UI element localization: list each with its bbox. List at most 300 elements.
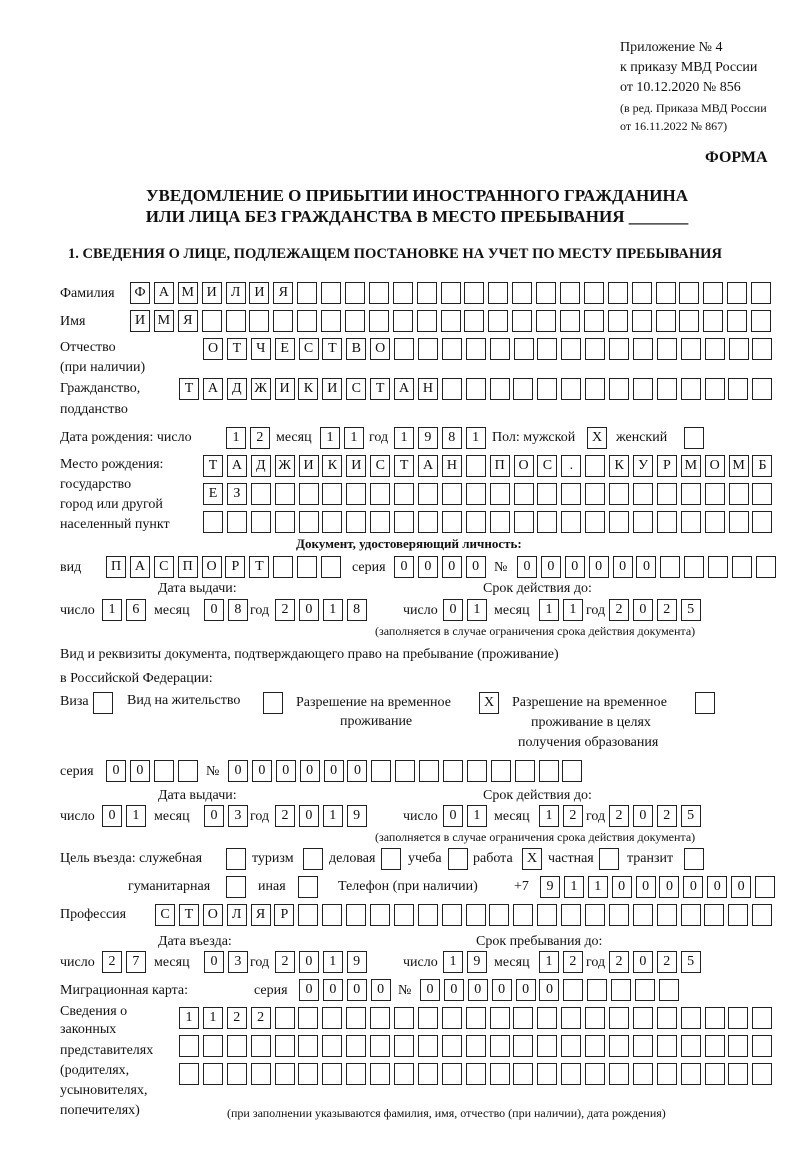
char-box[interactable] <box>609 378 629 400</box>
char-box[interactable] <box>727 310 747 332</box>
birthplace-field-1[interactable] <box>203 455 772 477</box>
char-box[interactable] <box>752 378 772 400</box>
char-box[interactable] <box>298 904 318 926</box>
char-box[interactable] <box>490 483 510 505</box>
char-box[interactable] <box>393 282 413 304</box>
char-box[interactable] <box>537 1035 557 1057</box>
char-box[interactable] <box>633 338 653 360</box>
char-box[interactable] <box>442 511 462 533</box>
char-box[interactable]: 0 <box>443 805 463 827</box>
phone-field[interactable] <box>540 876 775 898</box>
doc-number-field[interactable] <box>517 556 776 578</box>
char-box[interactable] <box>441 282 461 304</box>
char-box[interactable] <box>632 282 652 304</box>
char-box[interactable]: П <box>178 556 198 578</box>
char-box[interactable]: 2 <box>275 599 295 621</box>
char-box[interactable] <box>489 904 509 926</box>
char-box[interactable] <box>756 556 776 578</box>
char-box[interactable]: 0 <box>106 760 126 782</box>
char-box[interactable]: С <box>370 455 390 477</box>
char-box[interactable] <box>418 338 438 360</box>
right-issue-year[interactable] <box>275 805 367 827</box>
char-box[interactable] <box>178 760 198 782</box>
char-box[interactable]: Р <box>225 556 245 578</box>
char-box[interactable] <box>441 310 461 332</box>
citizenship-field[interactable] <box>179 378 772 400</box>
char-box[interactable]: 1 <box>320 427 340 449</box>
char-box[interactable]: Ж <box>275 455 295 477</box>
char-box[interactable] <box>705 1063 725 1085</box>
char-box[interactable] <box>660 556 680 578</box>
reps-field-3[interactable] <box>179 1063 772 1085</box>
char-box[interactable] <box>513 904 533 926</box>
char-box[interactable] <box>179 1063 199 1085</box>
char-box[interactable] <box>560 282 580 304</box>
char-box[interactable] <box>536 282 556 304</box>
char-box[interactable] <box>203 511 223 533</box>
char-box[interactable] <box>705 1035 725 1057</box>
char-box[interactable]: 2 <box>563 951 583 973</box>
char-box[interactable]: М <box>154 310 174 332</box>
char-box[interactable]: А <box>418 455 438 477</box>
visa-checkbox[interactable] <box>93 692 113 714</box>
char-box[interactable]: X <box>587 427 607 449</box>
char-box[interactable] <box>346 511 366 533</box>
char-box[interactable]: 0 <box>347 760 367 782</box>
char-box[interactable]: 0 <box>636 876 656 898</box>
char-box[interactable] <box>263 692 283 714</box>
char-box[interactable]: 0 <box>612 876 632 898</box>
birthplace-field-3[interactable] <box>203 511 772 533</box>
char-box[interactable] <box>729 483 749 505</box>
char-box[interactable] <box>703 282 723 304</box>
char-box[interactable] <box>684 556 704 578</box>
char-box[interactable] <box>752 1035 772 1057</box>
purpose-other-checkbox[interactable] <box>298 876 318 898</box>
char-box[interactable] <box>370 1007 390 1029</box>
doc-valid-month[interactable] <box>539 599 583 621</box>
char-box[interactable] <box>370 904 390 926</box>
char-box[interactable] <box>705 483 725 505</box>
char-box[interactable] <box>659 979 679 1001</box>
char-box[interactable]: 2 <box>251 1007 271 1029</box>
char-box[interactable]: Т <box>203 455 223 477</box>
char-box[interactable]: 1 <box>539 951 559 973</box>
char-box[interactable]: Т <box>249 556 269 578</box>
char-box[interactable]: 0 <box>468 979 488 1001</box>
char-box[interactable] <box>657 1035 677 1057</box>
char-box[interactable]: Н <box>442 455 462 477</box>
char-box[interactable] <box>464 310 484 332</box>
char-box[interactable]: У <box>633 455 653 477</box>
char-box[interactable]: 1 <box>323 599 343 621</box>
char-box[interactable] <box>370 1063 390 1085</box>
char-box[interactable] <box>681 378 701 400</box>
char-box[interactable]: Я <box>273 282 293 304</box>
char-box[interactable] <box>273 556 293 578</box>
char-box[interactable]: Ф <box>130 282 150 304</box>
right-series-field[interactable] <box>106 760 198 782</box>
char-box[interactable] <box>728 1007 748 1029</box>
char-box[interactable] <box>443 760 463 782</box>
char-box[interactable] <box>752 338 772 360</box>
char-box[interactable] <box>657 483 677 505</box>
char-box[interactable]: 0 <box>102 805 122 827</box>
char-box[interactable] <box>490 378 510 400</box>
mc-number-field[interactable] <box>420 979 679 1001</box>
right-valid-month[interactable] <box>539 805 583 827</box>
reps-field-1[interactable] <box>179 1007 772 1029</box>
char-box[interactable]: П <box>490 455 510 477</box>
char-box[interactable] <box>251 1063 271 1085</box>
char-box[interactable] <box>321 310 341 332</box>
char-box[interactable]: 8 <box>442 427 462 449</box>
char-box[interactable] <box>466 511 486 533</box>
char-box[interactable]: А <box>154 282 174 304</box>
char-box[interactable]: Л <box>227 904 247 926</box>
char-box[interactable] <box>561 378 581 400</box>
char-box[interactable] <box>93 692 113 714</box>
char-box[interactable]: 1 <box>467 599 487 621</box>
char-box[interactable] <box>418 904 438 926</box>
char-box[interactable] <box>346 483 366 505</box>
doc-kind-field[interactable] <box>106 556 341 578</box>
char-box[interactable] <box>729 338 749 360</box>
char-box[interactable]: О <box>514 455 534 477</box>
char-box[interactable]: С <box>299 338 319 360</box>
char-box[interactable] <box>299 483 319 505</box>
char-box[interactable] <box>466 1007 486 1029</box>
char-box[interactable] <box>466 338 486 360</box>
char-box[interactable] <box>322 483 342 505</box>
char-box[interactable]: К <box>609 455 629 477</box>
char-box[interactable]: Б <box>752 455 772 477</box>
char-box[interactable] <box>537 904 557 926</box>
char-box[interactable]: 9 <box>347 805 367 827</box>
char-box[interactable]: 8 <box>347 599 367 621</box>
char-box[interactable]: 0 <box>204 951 224 973</box>
char-box[interactable]: Т <box>322 338 342 360</box>
char-box[interactable] <box>394 511 414 533</box>
char-box[interactable] <box>488 282 508 304</box>
char-box[interactable] <box>561 1007 581 1029</box>
entry-day[interactable] <box>102 951 146 973</box>
char-box[interactable] <box>346 1063 366 1085</box>
char-box[interactable]: 1 <box>539 805 559 827</box>
char-box[interactable]: 5 <box>681 599 701 621</box>
char-box[interactable]: Е <box>203 483 223 505</box>
char-box[interactable]: Т <box>179 904 199 926</box>
char-box[interactable]: 0 <box>420 979 440 1001</box>
char-box[interactable]: 0 <box>659 876 679 898</box>
char-box[interactable] <box>179 1035 199 1057</box>
char-box[interactable] <box>657 378 677 400</box>
char-box[interactable]: А <box>394 378 414 400</box>
char-box[interactable] <box>466 378 486 400</box>
char-box[interactable] <box>752 1007 772 1029</box>
birth-day-field[interactable] <box>226 427 270 449</box>
char-box[interactable] <box>297 310 317 332</box>
char-box[interactable] <box>657 511 677 533</box>
char-box[interactable] <box>633 1063 653 1085</box>
char-box[interactable] <box>609 904 629 926</box>
char-box[interactable] <box>633 483 653 505</box>
char-box[interactable] <box>751 282 771 304</box>
right-number-field[interactable] <box>228 760 582 782</box>
char-box[interactable] <box>464 282 484 304</box>
char-box[interactable] <box>608 310 628 332</box>
birth-year-field[interactable] <box>394 427 486 449</box>
char-box[interactable]: И <box>202 282 222 304</box>
char-box[interactable]: X <box>479 692 499 714</box>
char-box[interactable] <box>227 1063 247 1085</box>
char-box[interactable]: 1 <box>564 876 584 898</box>
char-box[interactable] <box>537 483 557 505</box>
purpose-work-checkbox[interactable] <box>522 848 542 870</box>
char-box[interactable]: 2 <box>657 951 677 973</box>
char-box[interactable]: А <box>203 378 223 400</box>
char-box[interactable] <box>681 338 701 360</box>
char-box[interactable] <box>609 338 629 360</box>
char-box[interactable] <box>419 760 439 782</box>
char-box[interactable] <box>681 1063 701 1085</box>
char-box[interactable] <box>657 1007 677 1029</box>
char-box[interactable] <box>369 310 389 332</box>
char-box[interactable] <box>536 310 556 332</box>
char-box[interactable]: И <box>249 282 269 304</box>
char-box[interactable] <box>298 1007 318 1029</box>
char-box[interactable] <box>681 483 701 505</box>
char-box[interactable]: 2 <box>609 599 629 621</box>
char-box[interactable] <box>417 310 437 332</box>
char-box[interactable]: 1 <box>539 599 559 621</box>
char-box[interactable] <box>393 310 413 332</box>
char-box[interactable] <box>371 760 391 782</box>
char-box[interactable]: 0 <box>371 979 391 1001</box>
char-box[interactable]: Д <box>227 378 247 400</box>
char-box[interactable]: П <box>106 556 126 578</box>
char-box[interactable] <box>512 310 532 332</box>
char-box[interactable]: 0 <box>613 556 633 578</box>
char-box[interactable]: 0 <box>204 599 224 621</box>
patronymic-field[interactable] <box>203 338 772 360</box>
sex-female-checkbox[interactable] <box>684 427 704 449</box>
char-box[interactable]: 9 <box>347 951 367 973</box>
purpose-private-checkbox[interactable] <box>599 848 619 870</box>
char-box[interactable] <box>490 1063 510 1085</box>
char-box[interactable] <box>585 455 605 477</box>
char-box[interactable]: М <box>178 282 198 304</box>
name-field[interactable] <box>130 310 771 332</box>
char-box[interactable] <box>297 556 317 578</box>
char-box[interactable] <box>466 904 486 926</box>
char-box[interactable]: 0 <box>466 556 486 578</box>
char-box[interactable] <box>681 904 701 926</box>
char-box[interactable]: 1 <box>126 805 146 827</box>
char-box[interactable]: Т <box>179 378 199 400</box>
char-box[interactable] <box>585 1007 605 1029</box>
char-box[interactable]: 0 <box>204 805 224 827</box>
char-box[interactable] <box>203 1035 223 1057</box>
char-box[interactable] <box>394 338 414 360</box>
char-box[interactable]: З <box>227 483 247 505</box>
char-box[interactable]: 2 <box>250 427 270 449</box>
char-box[interactable] <box>226 310 246 332</box>
char-box[interactable] <box>297 282 317 304</box>
char-box[interactable]: 0 <box>516 979 536 1001</box>
char-box[interactable]: 0 <box>276 760 296 782</box>
char-box[interactable] <box>298 1035 318 1057</box>
right-valid-year[interactable] <box>609 805 701 827</box>
char-box[interactable] <box>381 848 401 870</box>
char-box[interactable] <box>704 904 724 926</box>
char-box[interactable]: Я <box>251 904 271 926</box>
char-box[interactable] <box>418 1063 438 1085</box>
char-box[interactable] <box>727 282 747 304</box>
char-box[interactable] <box>394 1035 414 1057</box>
char-box[interactable] <box>728 1063 748 1085</box>
char-box[interactable] <box>275 483 295 505</box>
char-box[interactable]: 0 <box>539 979 559 1001</box>
char-box[interactable]: О <box>202 556 222 578</box>
purpose-humanitarian-checkbox[interactable] <box>226 876 246 898</box>
char-box[interactable] <box>322 1007 342 1029</box>
char-box[interactable]: И <box>275 378 295 400</box>
char-box[interactable]: А <box>130 556 150 578</box>
char-box[interactable] <box>513 378 533 400</box>
char-box[interactable] <box>585 1035 605 1057</box>
char-box[interactable] <box>442 1007 462 1029</box>
char-box[interactable]: 0 <box>442 556 462 578</box>
char-box[interactable] <box>346 1035 366 1057</box>
char-box[interactable]: 0 <box>299 979 319 1001</box>
char-box[interactable]: 1 <box>323 951 343 973</box>
char-box[interactable] <box>679 310 699 332</box>
purpose-study-checkbox[interactable] <box>448 848 468 870</box>
char-box[interactable] <box>370 511 390 533</box>
char-box[interactable] <box>563 979 583 1001</box>
char-box[interactable] <box>154 760 174 782</box>
char-box[interactable] <box>442 1063 462 1085</box>
char-box[interactable]: Р <box>274 904 294 926</box>
char-box[interactable] <box>394 1007 414 1029</box>
char-box[interactable]: 2 <box>563 805 583 827</box>
char-box[interactable] <box>442 483 462 505</box>
char-box[interactable] <box>513 1035 533 1057</box>
char-box[interactable]: 3 <box>228 951 248 973</box>
char-box[interactable] <box>417 282 437 304</box>
char-box[interactable] <box>705 378 725 400</box>
char-box[interactable] <box>251 483 271 505</box>
char-box[interactable]: 0 <box>541 556 561 578</box>
char-box[interactable] <box>560 310 580 332</box>
char-box[interactable] <box>490 1035 510 1057</box>
purpose-transit-checkbox[interactable] <box>684 848 704 870</box>
char-box[interactable] <box>303 848 323 870</box>
char-box[interactable]: 2 <box>609 805 629 827</box>
char-box[interactable] <box>466 455 486 477</box>
char-box[interactable] <box>609 1007 629 1029</box>
edu-residence-checkbox[interactable] <box>695 692 715 714</box>
char-box[interactable] <box>729 511 749 533</box>
char-box[interactable] <box>298 876 318 898</box>
char-box[interactable] <box>703 310 723 332</box>
char-box[interactable]: 1 <box>466 427 486 449</box>
char-box[interactable] <box>684 848 704 870</box>
char-box[interactable]: И <box>346 455 366 477</box>
doc-valid-day[interactable] <box>443 599 487 621</box>
char-box[interactable]: 2 <box>657 599 677 621</box>
char-box[interactable] <box>537 378 557 400</box>
char-box[interactable] <box>322 1063 342 1085</box>
char-box[interactable] <box>585 378 605 400</box>
char-box[interactable] <box>513 1063 533 1085</box>
char-box[interactable]: Ж <box>251 378 271 400</box>
char-box[interactable]: И <box>130 310 150 332</box>
char-box[interactable]: 0 <box>636 556 656 578</box>
char-box[interactable]: Р <box>657 455 677 477</box>
char-box[interactable]: . <box>561 455 581 477</box>
char-box[interactable]: И <box>299 455 319 477</box>
char-box[interactable] <box>705 338 725 360</box>
char-box[interactable] <box>585 904 605 926</box>
char-box[interactable] <box>515 760 535 782</box>
char-box[interactable] <box>609 483 629 505</box>
char-box[interactable]: 1 <box>443 951 463 973</box>
char-box[interactable] <box>466 483 486 505</box>
char-box[interactable]: К <box>298 378 318 400</box>
right-issue-day[interactable] <box>102 805 146 827</box>
char-box[interactable]: Д <box>251 455 271 477</box>
char-box[interactable]: Т <box>227 338 247 360</box>
char-box[interactable] <box>321 282 341 304</box>
char-box[interactable] <box>249 310 269 332</box>
char-box[interactable] <box>275 511 295 533</box>
char-box[interactable] <box>751 310 771 332</box>
char-box[interactable] <box>418 1035 438 1057</box>
char-box[interactable]: 0 <box>300 760 320 782</box>
char-box[interactable] <box>226 848 246 870</box>
char-box[interactable] <box>705 1007 725 1029</box>
char-box[interactable] <box>608 282 628 304</box>
char-box[interactable] <box>418 511 438 533</box>
char-box[interactable] <box>656 282 676 304</box>
char-box[interactable]: 8 <box>228 599 248 621</box>
char-box[interactable] <box>732 556 752 578</box>
char-box[interactable] <box>561 1063 581 1085</box>
char-box[interactable] <box>657 338 677 360</box>
char-box[interactable]: 0 <box>299 599 319 621</box>
stay-year[interactable] <box>609 951 701 973</box>
char-box[interactable] <box>345 310 365 332</box>
char-box[interactable]: С <box>155 904 175 926</box>
char-box[interactable] <box>227 511 247 533</box>
char-box[interactable]: 1 <box>102 599 122 621</box>
char-box[interactable] <box>448 848 468 870</box>
char-box[interactable]: 0 <box>683 876 703 898</box>
doc-issue-year[interactable] <box>275 599 367 621</box>
birthplace-field-2[interactable] <box>203 483 772 505</box>
char-box[interactable]: 0 <box>252 760 272 782</box>
reps-field-2[interactable] <box>179 1035 772 1057</box>
sex-male-checkbox[interactable] <box>587 427 607 449</box>
char-box[interactable] <box>633 511 653 533</box>
char-box[interactable]: С <box>154 556 174 578</box>
char-box[interactable] <box>611 979 631 1001</box>
char-box[interactable]: 9 <box>418 427 438 449</box>
char-box[interactable]: 9 <box>467 951 487 973</box>
char-box[interactable] <box>657 904 677 926</box>
